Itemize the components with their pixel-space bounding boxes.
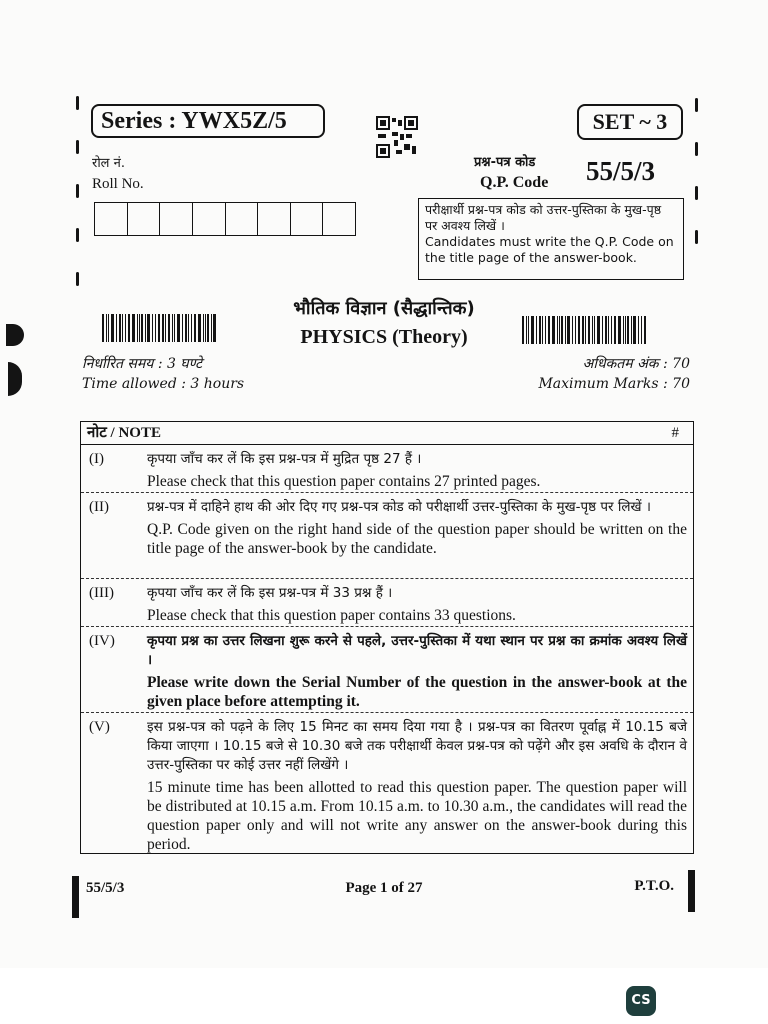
time-allowed-english: Time allowed : 3 hours	[82, 376, 245, 392]
qp-code-instruction-box	[418, 198, 684, 280]
instruction-english: Candidates must write the Q.P. Code on the title page of the answer-book.	[425, 234, 674, 265]
note-item-english: 15 minute time has been allotted to read this question paper. The question paper will be distributed at 10.15 a.m. From 10.15 a.m. to 10.30 a.m., the candidates will read the question paper only and will not write any answer on the answer-book during this period.	[147, 779, 687, 853]
qp-code-english: Q.P. Code	[480, 174, 549, 191]
note-item	[81, 493, 693, 579]
footer-pto: P.T.O.	[634, 878, 674, 894]
subject-title-hindi: भौतिक विज्ञान (सैद्धान्तिक)	[293, 298, 475, 319]
note-heading	[81, 422, 693, 445]
qp-code-value: 55/5/3	[586, 156, 656, 186]
max-marks-hindi: अधिकतम अंक : 70	[582, 356, 690, 372]
roll-number-boxes[interactable]	[94, 202, 356, 236]
note-item-hindi: कृपया जाँच कर लें कि इस प्रश्न-पत्र में मुद्रित पृष्ठ 27 हैं ।	[147, 451, 422, 467]
note-item-number: (I)	[89, 451, 104, 467]
roll-digit-box[interactable]	[193, 203, 226, 235]
note-hash-mark: #	[671, 425, 679, 441]
roll-no-english: Roll No.	[92, 176, 144, 192]
note-item-english: Please check that this question paper contains 33 questions.	[147, 607, 516, 624]
roll-digit-box[interactable]	[291, 203, 324, 235]
note-item-hindi: कृपया प्रश्न का उत्तर लिखना शुरू करने से पहले, उत्तर-पुस्तिका में यथा स्थान पर प्रश्न का क्रमांक अवश्य लिखें ।	[147, 633, 687, 668]
note-heading-text: नोट / NOTE	[87, 425, 161, 441]
max-marks-english: Maximum Marks : 70	[538, 376, 690, 392]
roll-digit-box[interactable]	[128, 203, 161, 235]
note-item-number: (II)	[89, 499, 109, 515]
note-item-english: Please check that this question paper contains 27 printed pages.	[147, 473, 541, 490]
note-item-english: Please write down the Serial Number of the question in the answer-book at the given place before attempting it.	[147, 674, 687, 710]
roll-digit-box[interactable]	[95, 203, 128, 235]
note-item	[81, 579, 693, 627]
footer-page-number: Page 1 of 27	[345, 880, 423, 896]
binder-mark-bottom	[8, 362, 22, 396]
note-item-number: (III)	[89, 585, 114, 601]
note-box	[80, 421, 694, 854]
note-item	[81, 445, 693, 493]
qp-code-hindi: प्रश्न-पत्र कोड	[474, 155, 536, 170]
note-item-english: Q.P. Code given on the right hand side of the question paper should be written on the title page of the answer-book by the candidate.	[147, 521, 687, 557]
note-item-number: (IV)	[89, 633, 115, 649]
roll-no-hindi: रोल नं.	[92, 156, 125, 171]
cs-app-icon[interactable]: CS	[626, 986, 656, 1016]
subject-title-english: PHYSICS (Theory)	[300, 326, 468, 348]
note-item-hindi: प्रश्न-पत्र में दाहिने हाथ की ओर दिए गए प्रश्न-पत्र कोड को परीक्षार्थी उत्तर-पुस्तिका के मुख-पृष्ठ पर लिखें ।	[147, 499, 651, 515]
set-label: SET ~ 3	[577, 104, 683, 140]
series-label: Series : YWX5Z/5	[91, 104, 325, 138]
roll-digit-box[interactable]	[160, 203, 193, 235]
roll-digit-box[interactable]	[323, 203, 355, 235]
roll-digit-box[interactable]	[258, 203, 291, 235]
instruction-hindi: परीक्षार्थी प्रश्न-पत्र कोड को उत्तर-पुस्तिका के मुख-पृष्ठ पर अवश्य लिखें ।	[425, 202, 662, 233]
footer-code: 55/5/3	[86, 880, 125, 896]
qr-code-icon	[376, 116, 418, 158]
note-item	[81, 713, 693, 853]
note-item-hindi: कृपया जाँच कर लें कि इस प्रश्न-पत्र में 33 प्रश्न हैं ।	[147, 585, 393, 601]
roll-digit-box[interactable]	[226, 203, 259, 235]
note-item	[81, 627, 693, 713]
note-item-number: (V)	[89, 719, 110, 735]
footer-right-bar	[688, 870, 695, 912]
time-allowed-hindi: निर्धारित समय : 3 घण्टे	[82, 356, 203, 372]
note-item-hindi: इस प्रश्न-पत्र को पढ़ने के लिए 15 मिनट का समय दिया गया है । प्रश्न-पत्र का वितरण पूर्वाह्न में 10.15 बजे किया जाएगा । 10.15 बजे से 10.30 बजे तक परीक्षार्थी केवल प्रश्न-पत्र को पढ़ेंगे और इस अवधि के दौरान वे उत्तर-पुस्तिका पर कोई उत्तर नहीं लिखेंगे ।	[147, 719, 687, 773]
